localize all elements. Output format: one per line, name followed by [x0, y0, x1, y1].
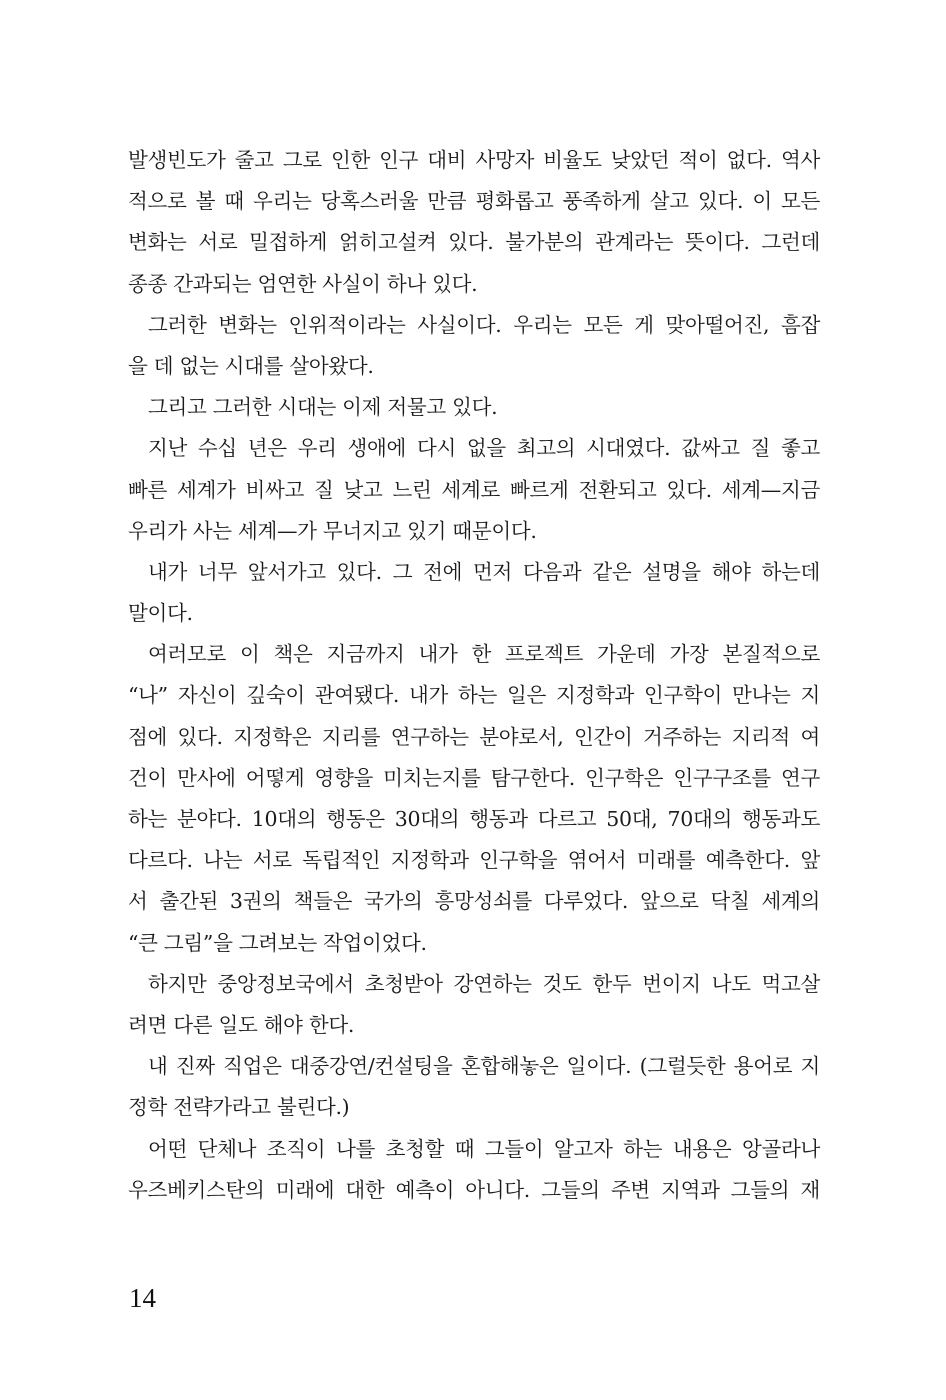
- text-line: 종종 간과되는 엄연한 사실이 하나 있다.: [128, 271, 478, 296]
- text-line: 건이 만사에 어떻게 영향을 미치는지를 탐구한다. 인구학은 인구구조를 연구: [128, 765, 820, 790]
- text-line: 정학 전략가라고 불린다.): [128, 1095, 350, 1120]
- body-text: [128, 140, 820, 1211]
- text-line: 점에 있다. 지정학은 지리를 연구하는 분야로서, 인간이 거주하는 지리적 여: [128, 724, 820, 749]
- text-line: 여러모로 이 책은 지금까지 내가 한 프로젝트 가운데 가장 본질적으로: [148, 642, 820, 667]
- text-line: “나” 자신이 깊숙이 관여됐다. 내가 하는 일은 지정학과 인구학이 만나는 지: [128, 683, 820, 708]
- text-line: 어떤 단체나 조직이 나를 초청할 때 그들이 알고자 하는 내용은 앙골라나: [148, 1136, 820, 1161]
- page-number: 14: [129, 1283, 156, 1313]
- text-line: 우리가 사는 세계—가 무너지고 있기 때문이다.: [128, 518, 537, 543]
- text-line: 을 데 없는 시대를 살아왔다.: [128, 353, 374, 378]
- text-line: 그러한 변화는 인위적이라는 사실이다. 우리는 모든 게 맞아떨어진, 흠잡: [148, 312, 820, 337]
- text-line: 말이다.: [128, 601, 193, 626]
- text-line: 다르다. 나는 서로 독립적인 지정학과 인구학을 엮어서 미래를 예측한다. 앞: [128, 848, 820, 873]
- text-line: 그리고 그러한 시대는 이제 저물고 있다.: [148, 395, 498, 420]
- text-line: 변화는 서로 밀접하게 얽히고설켜 있다. 불가분의 관계라는 뜻이다. 그런데: [128, 230, 820, 255]
- text-line: 내 진짜 직업은 대중강연/컨설팅을 혼합해놓은 일이다. (그럴듯한 용어로 지: [148, 1054, 820, 1079]
- text-line: 발생빈도가 줄고 그로 인한 인구 대비 사망자 비율도 낮았던 적이 없다. 역사: [128, 148, 820, 172]
- text-line: 내가 너무 앞서가고 있다. 그 전에 먼저 다음과 같은 설명을 해야 하는데: [148, 559, 820, 584]
- text-line: 서 출간된 3권의 책들은 국가의 흥망성쇠를 다루었다. 앞으로 닥칠 세계의: [128, 889, 820, 914]
- text-line: “큰 그림”을 그려보는 작업이었다.: [128, 930, 427, 955]
- text-line: 하는 분야다. 10대의 행동은 30대의 행동과 다르고 50대, 70대의 행동과도: [128, 807, 820, 831]
- text-line: 하지만 중앙정보국에서 초청받아 강연하는 것도 한두 번이지 나도 먹고살: [148, 971, 820, 996]
- text-line: 적으로 볼 때 우리는 당혹스러울 만큼 평화롭고 풍족하게 살고 있다. 이 모든: [128, 189, 820, 214]
- text-line: 려면 다른 일도 해야 한다.: [128, 1012, 355, 1037]
- text-line: 우즈베키스탄의 미래에 대한 예측이 아니다. 그들의 주변 지역과 그들의 재: [128, 1177, 820, 1202]
- text-line: 빠른 세계가 비싸고 질 낮고 느린 세계로 빠르게 전환되고 있다. 세계—지금: [128, 477, 820, 502]
- text-line: 지난 수십 년은 우리 생애에 다시 없을 최고의 시대였다. 값싸고 질 좋고: [148, 436, 820, 461]
